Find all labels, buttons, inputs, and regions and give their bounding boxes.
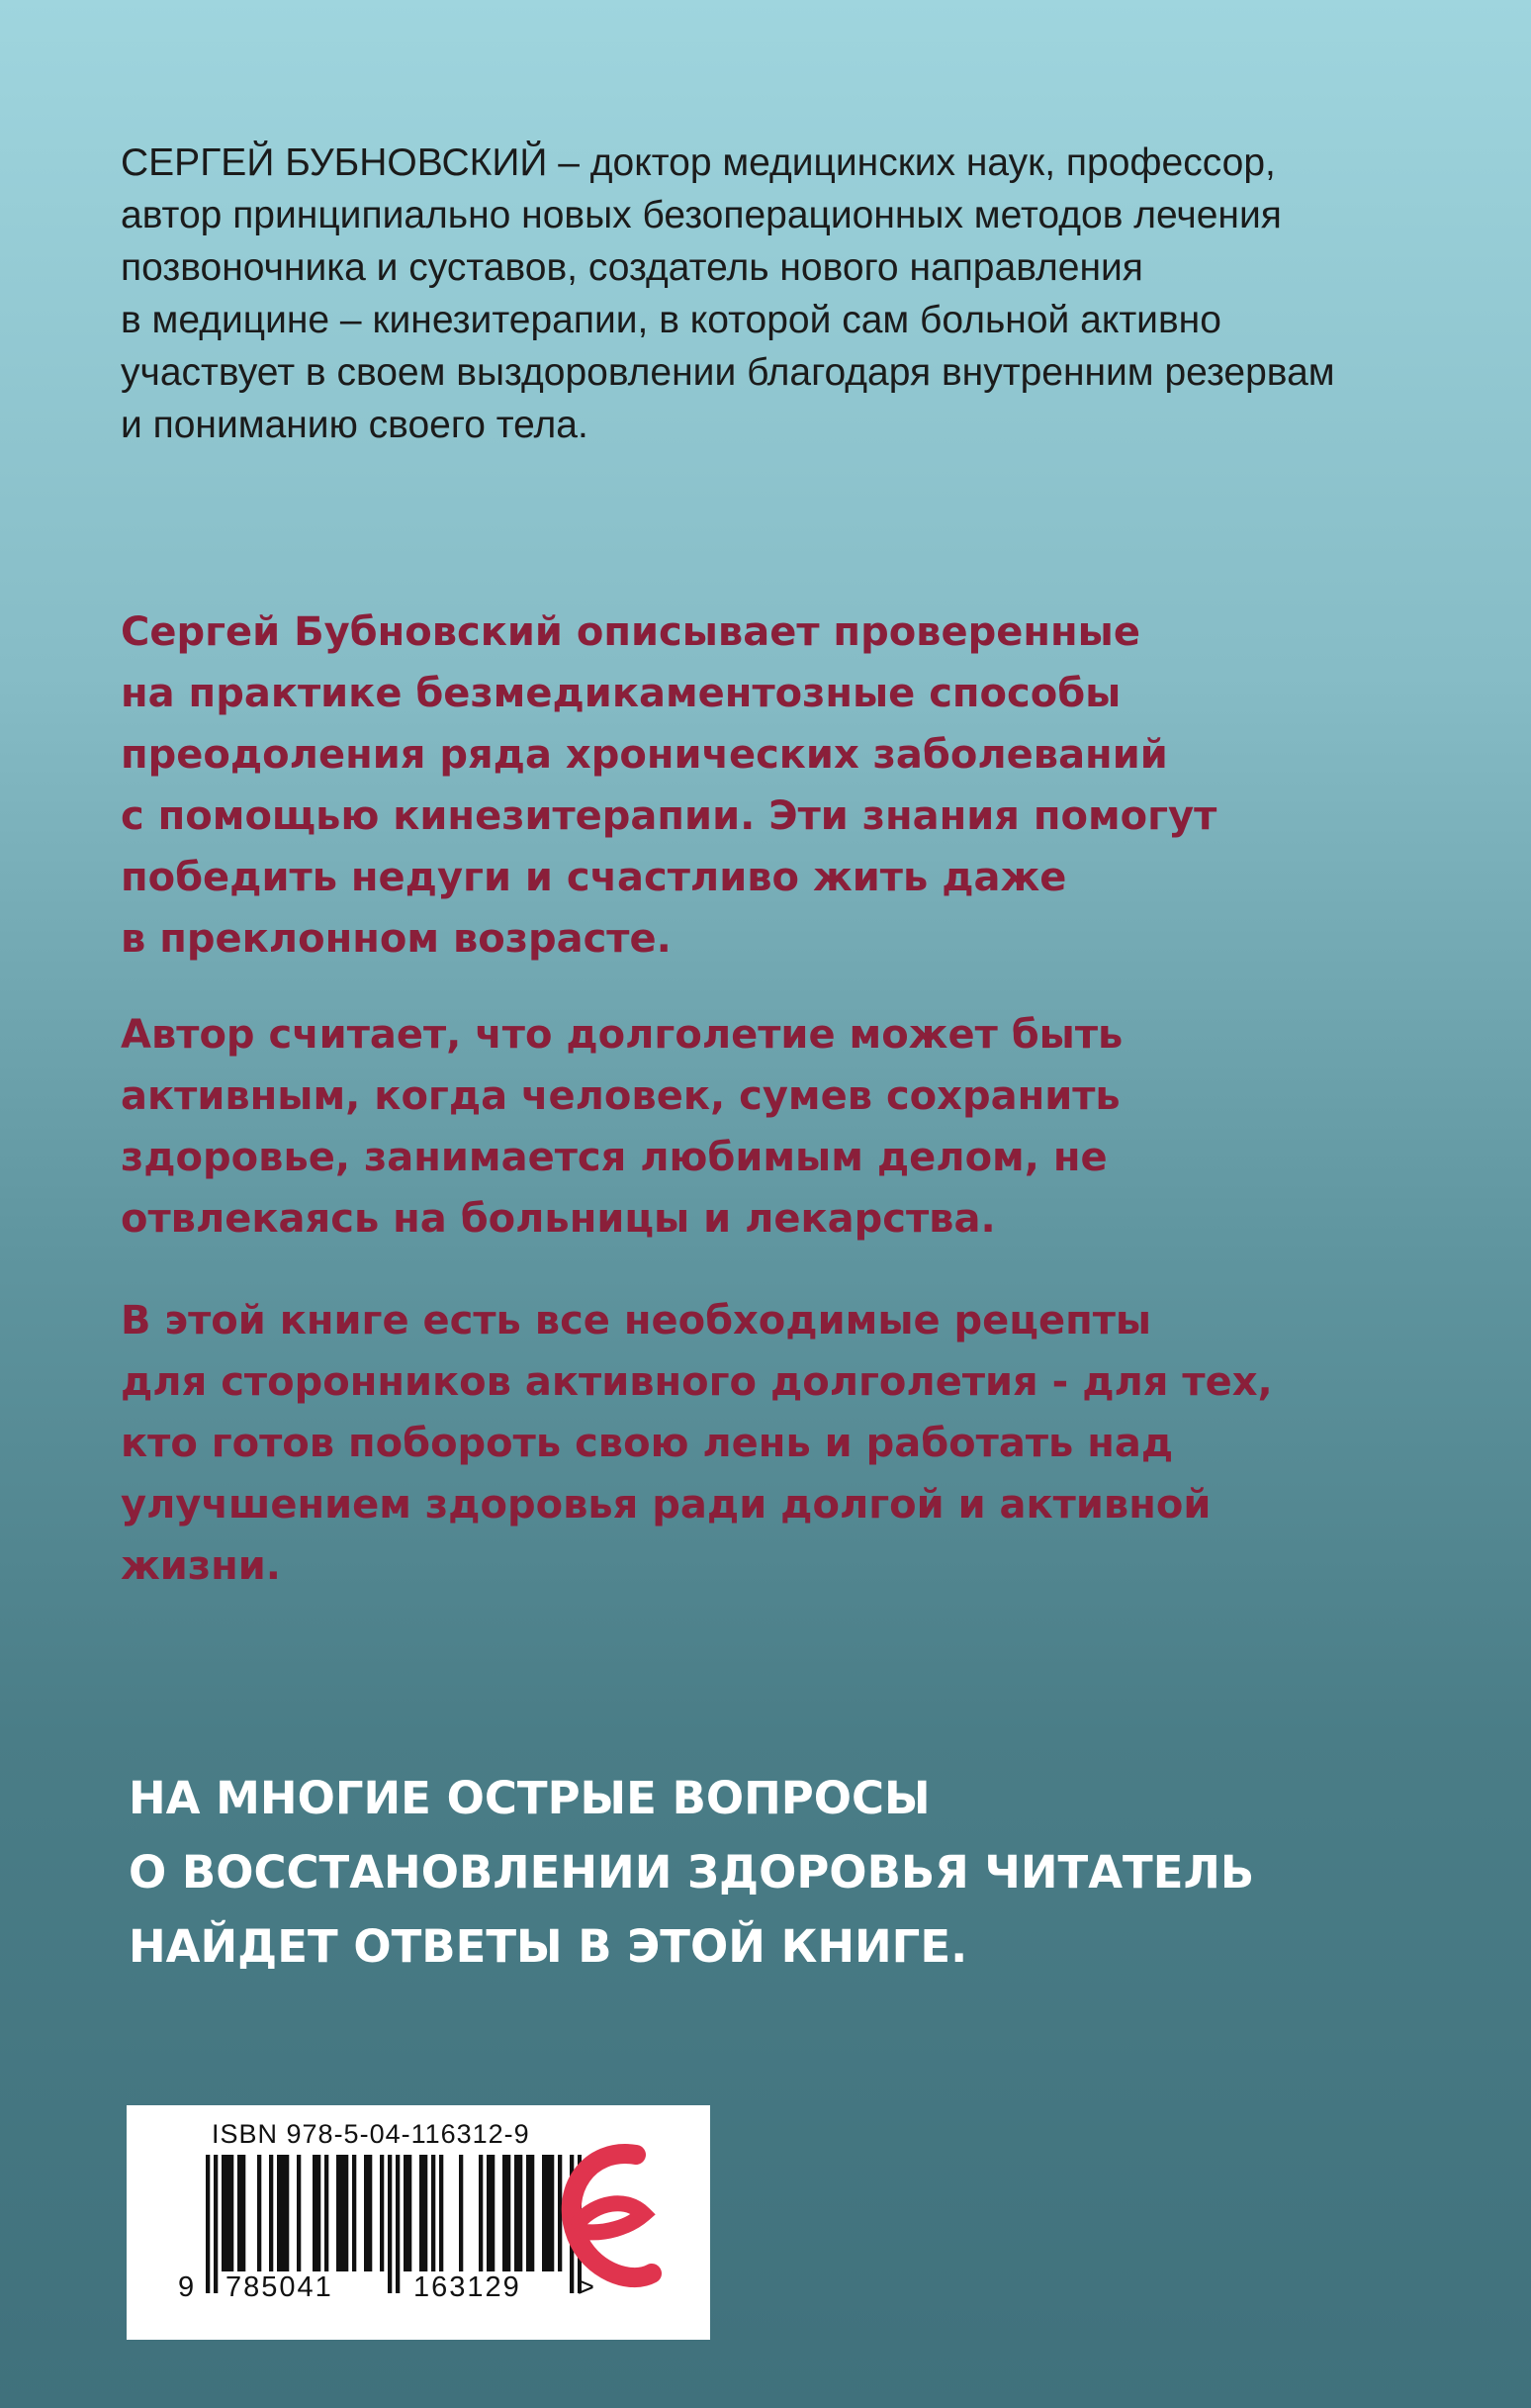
description-line: активным, когда человек, сумев сохранить bbox=[121, 1073, 1121, 1119]
description-line: преодоления ряда хронических заболеваний bbox=[121, 732, 1168, 778]
barcode-bar bbox=[388, 2155, 392, 2293]
barcode-bar bbox=[222, 2155, 225, 2271]
barcode-bar bbox=[324, 2155, 328, 2271]
barcode-left-digits: 785041 bbox=[225, 2271, 333, 2303]
barcode-bar bbox=[285, 2155, 289, 2271]
description-line: отвлекаясь на больницы и лекарства. bbox=[121, 1196, 996, 1242]
barcode-first-digit: 9 bbox=[178, 2271, 195, 2303]
barcode-bar bbox=[340, 2155, 344, 2271]
description-line: с помощью кинезитерапии. Эти знания помогут bbox=[121, 793, 1217, 839]
eksmo-logo-icon bbox=[549, 2137, 668, 2305]
barcode-bar bbox=[237, 2155, 241, 2271]
isbn-label: ISBN 978-5-04-116312-9 bbox=[212, 2119, 530, 2149]
description-line: в преклонном возрасте. bbox=[121, 916, 672, 962]
barcode-bar bbox=[277, 2155, 281, 2271]
bio-line: автор принципиально новых безоперационных методов лечения bbox=[121, 194, 1282, 236]
barcode-bar bbox=[423, 2155, 427, 2271]
author-bio bbox=[121, 137, 1406, 451]
description-line: здоровье, занимается любимым делом, не bbox=[121, 1135, 1108, 1180]
tagline-line: НА МНОГИЕ ОСТРЫЕ ВОПРОСЫ bbox=[129, 1772, 931, 1824]
description-paragraph-1 bbox=[121, 602, 1426, 970]
barcode-quiet-zone-marker: > bbox=[578, 2271, 594, 2303]
barcode-bar bbox=[502, 2155, 506, 2271]
barcode-bar bbox=[336, 2155, 340, 2271]
barcode-bar bbox=[526, 2155, 530, 2271]
barcode-bar bbox=[518, 2155, 522, 2271]
barcode-bar bbox=[404, 2155, 407, 2271]
description-line: кто готов побороть свою лень и работать над bbox=[121, 1421, 1174, 1466]
barcode-bar bbox=[419, 2155, 423, 2271]
barcode-bar bbox=[459, 2155, 463, 2271]
bio-line: в медицине – кинезитерапии, в которой сам больной активно bbox=[121, 299, 1221, 341]
tagline bbox=[129, 1761, 1493, 1984]
barcode-bar bbox=[380, 2155, 384, 2271]
barcode-bar bbox=[530, 2155, 534, 2271]
barcode-bar bbox=[206, 2155, 210, 2293]
barcode-bar bbox=[491, 2155, 495, 2271]
barcode-bar bbox=[316, 2155, 320, 2271]
barcode-bar bbox=[364, 2155, 368, 2271]
barcode-bar bbox=[407, 2155, 411, 2271]
barcode-bar bbox=[257, 2155, 261, 2271]
description-paragraph-2 bbox=[121, 1004, 1426, 1250]
description-line: жизни. bbox=[121, 1543, 281, 1589]
barcode-bar bbox=[542, 2155, 546, 2271]
barcode-bar bbox=[344, 2155, 348, 2271]
tagline-line: О ВОССТАНОВЛЕНИИ ЗДОРОВЬЯ ЧИТАТЕЛЬ bbox=[129, 1846, 1255, 1899]
description-line: улучшением здоровья ради долгой и активной bbox=[121, 1482, 1212, 1528]
tagline-line: НАЙДЕТ ОТВЕТЫ В ЭТОЙ КНИГЕ. bbox=[129, 1920, 968, 1973]
barcode-bar bbox=[487, 2155, 491, 2271]
description-line: для сторонников активного долголетия - для тех, bbox=[121, 1359, 1273, 1405]
bio-line: и пониманию своего тела. bbox=[121, 404, 588, 446]
bio-line: участвует в своем выздоровлении благодаря внутренним резервам bbox=[121, 351, 1335, 394]
barcode-bar bbox=[396, 2155, 400, 2293]
description-line: на практике безмедикаментозные способы bbox=[121, 671, 1122, 716]
bio-line: позвоночника и суставов, создатель нового направления bbox=[121, 246, 1143, 289]
barcode-bar bbox=[225, 2155, 229, 2271]
barcode-bar bbox=[431, 2155, 435, 2271]
barcode-bar bbox=[297, 2155, 301, 2271]
barcode-bar bbox=[514, 2155, 518, 2271]
barcode-bar bbox=[241, 2155, 245, 2271]
description-line: В этой книге есть все необходимые рецепты bbox=[121, 1298, 1152, 1343]
description-paragraph-3 bbox=[121, 1290, 1426, 1597]
barcode-bar bbox=[352, 2155, 356, 2271]
bio-line: СЕРГЕЙ БУБНОВСКИЙ – доктор медицинских наук, профессор, bbox=[121, 141, 1276, 184]
barcode-bar bbox=[214, 2155, 218, 2293]
barcode-bar bbox=[439, 2155, 443, 2271]
description-line: Автор считает, что долголетие может быть bbox=[121, 1012, 1124, 1058]
barcode-bar bbox=[229, 2155, 233, 2271]
barcode-bar bbox=[269, 2155, 273, 2271]
description-line: Сергей Бубновский описывает проверенные bbox=[121, 609, 1140, 655]
barcode-bar bbox=[313, 2155, 316, 2271]
barcode-bar bbox=[479, 2155, 483, 2271]
barcode-bar bbox=[368, 2155, 372, 2271]
description-line: победить недуги и счастливо жить даже bbox=[121, 855, 1067, 900]
barcode-bar bbox=[506, 2155, 510, 2271]
barcode-bar bbox=[281, 2155, 285, 2271]
barcode-right-digits: 163129 bbox=[413, 2271, 521, 2303]
